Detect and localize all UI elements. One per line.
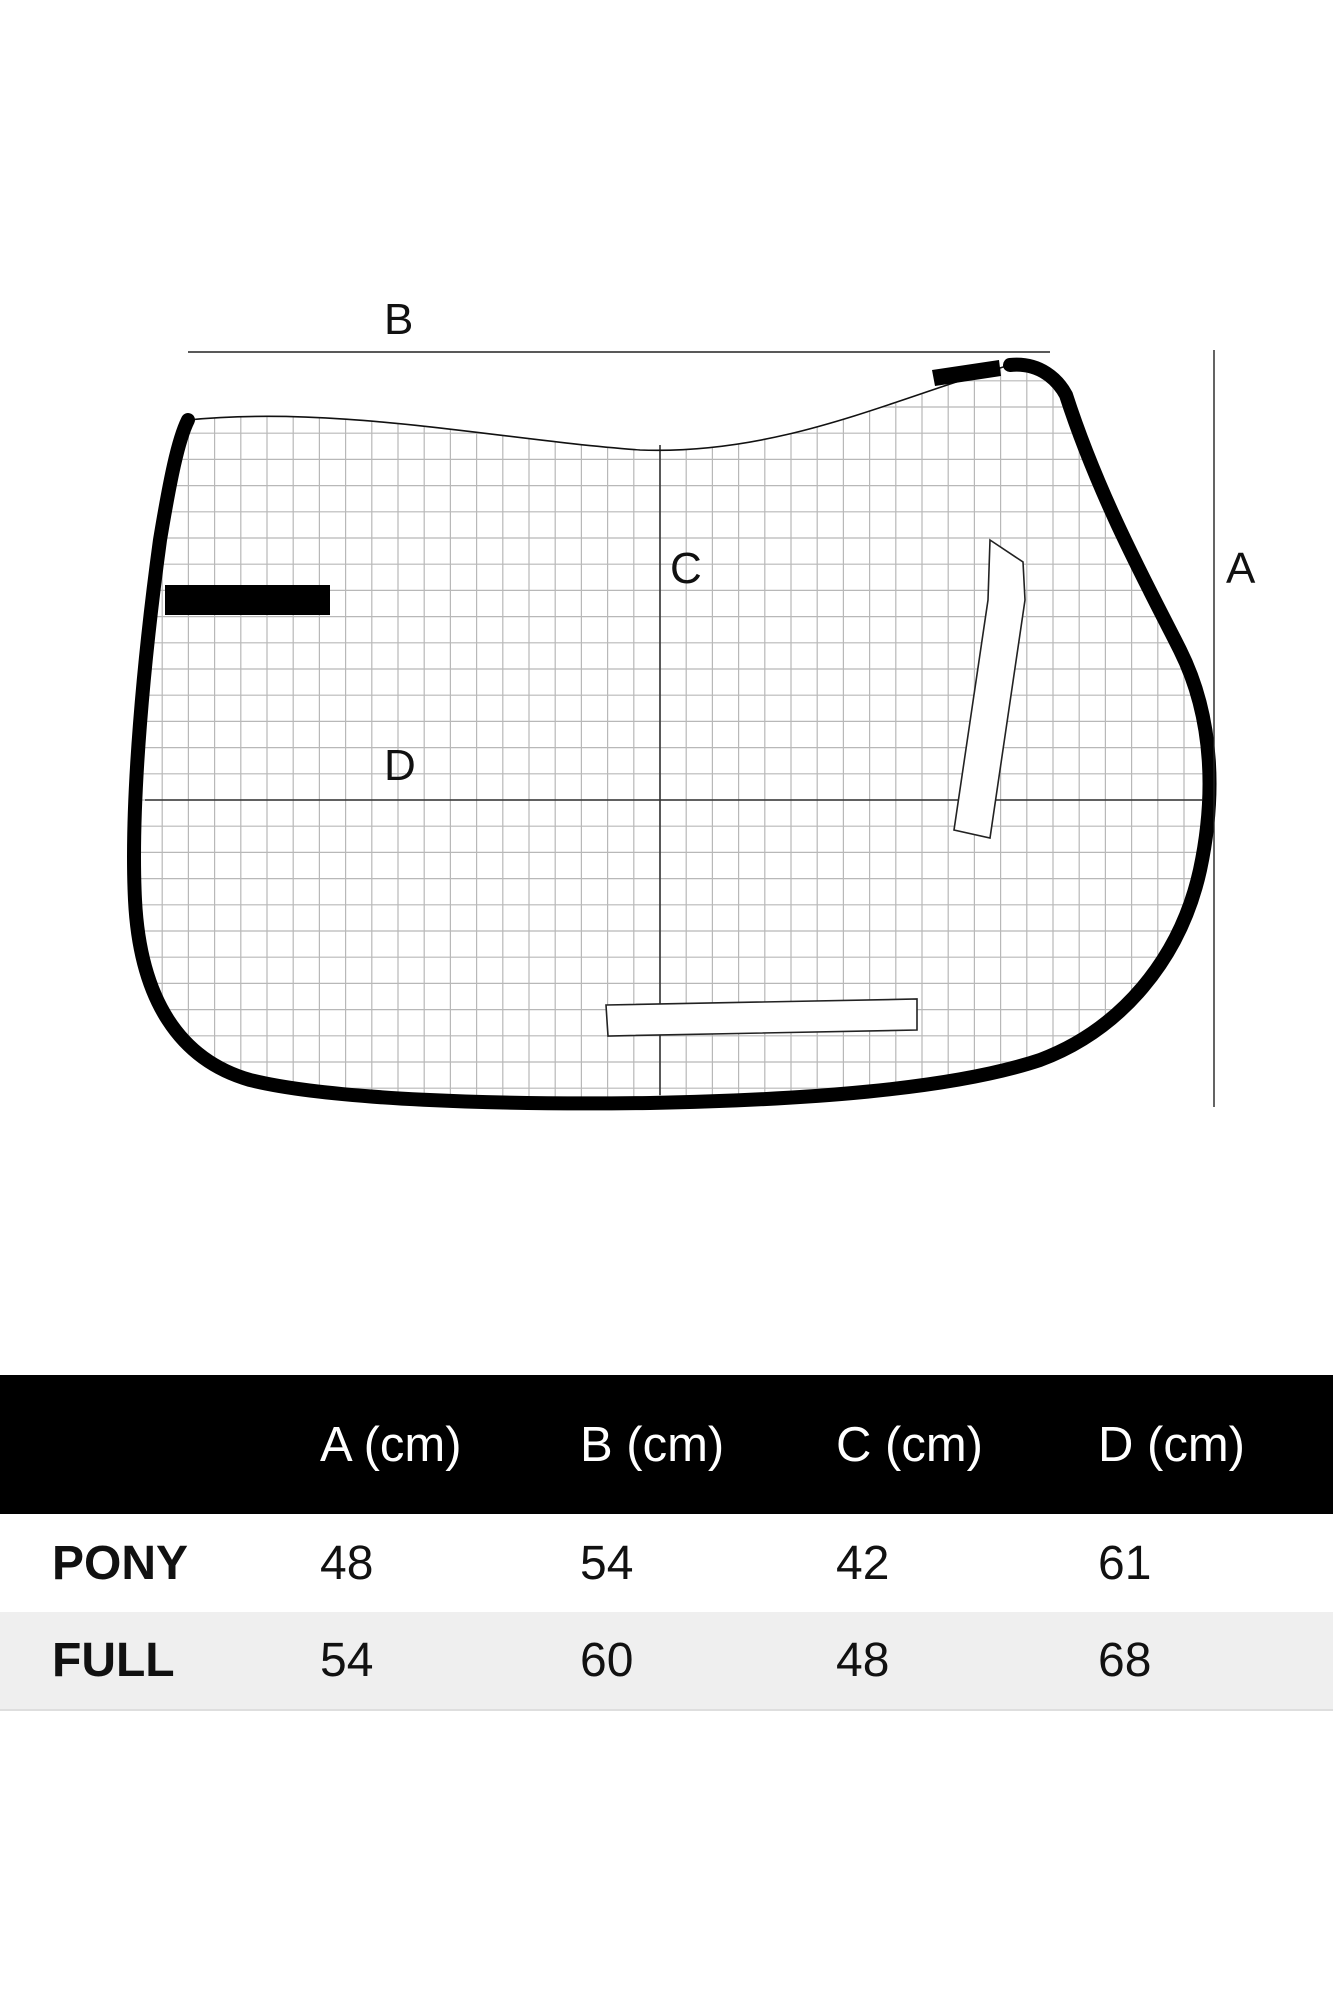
table-cell: 61 xyxy=(1098,1536,1152,1590)
row-name-full: FULL xyxy=(52,1634,175,1687)
table-cell: 60 xyxy=(580,1634,634,1687)
table-row-pony xyxy=(0,1514,1333,1612)
header-cell-a: A (cm) xyxy=(320,1417,462,1472)
dimension-label-a: A xyxy=(1226,544,1256,593)
table-cell: 54 xyxy=(580,1536,634,1590)
size-chart-table xyxy=(0,1375,1333,1711)
table-cell: 48 xyxy=(320,1536,374,1590)
header-cell-b: B (cm) xyxy=(580,1417,725,1472)
dimension-label-d: D xyxy=(384,741,416,790)
header-cell-c: C (cm) xyxy=(836,1417,983,1472)
girth-strap xyxy=(165,585,330,615)
row-name-pony: PONY xyxy=(52,1536,189,1590)
header-cell-blank xyxy=(0,1375,320,1514)
table-row-full xyxy=(0,1612,1333,1710)
dimension-label-c: C xyxy=(670,544,702,593)
dimension-label-b: B xyxy=(384,295,414,344)
header-cell-d: D (cm) xyxy=(1098,1417,1245,1472)
table-cell: 68 xyxy=(1098,1634,1152,1687)
table-cell: 54 xyxy=(320,1634,374,1687)
table-cell: 42 xyxy=(836,1536,890,1590)
girth-guard-strap xyxy=(606,999,917,1036)
table-cell: 48 xyxy=(836,1634,890,1687)
size-table-header xyxy=(0,1375,1333,1514)
